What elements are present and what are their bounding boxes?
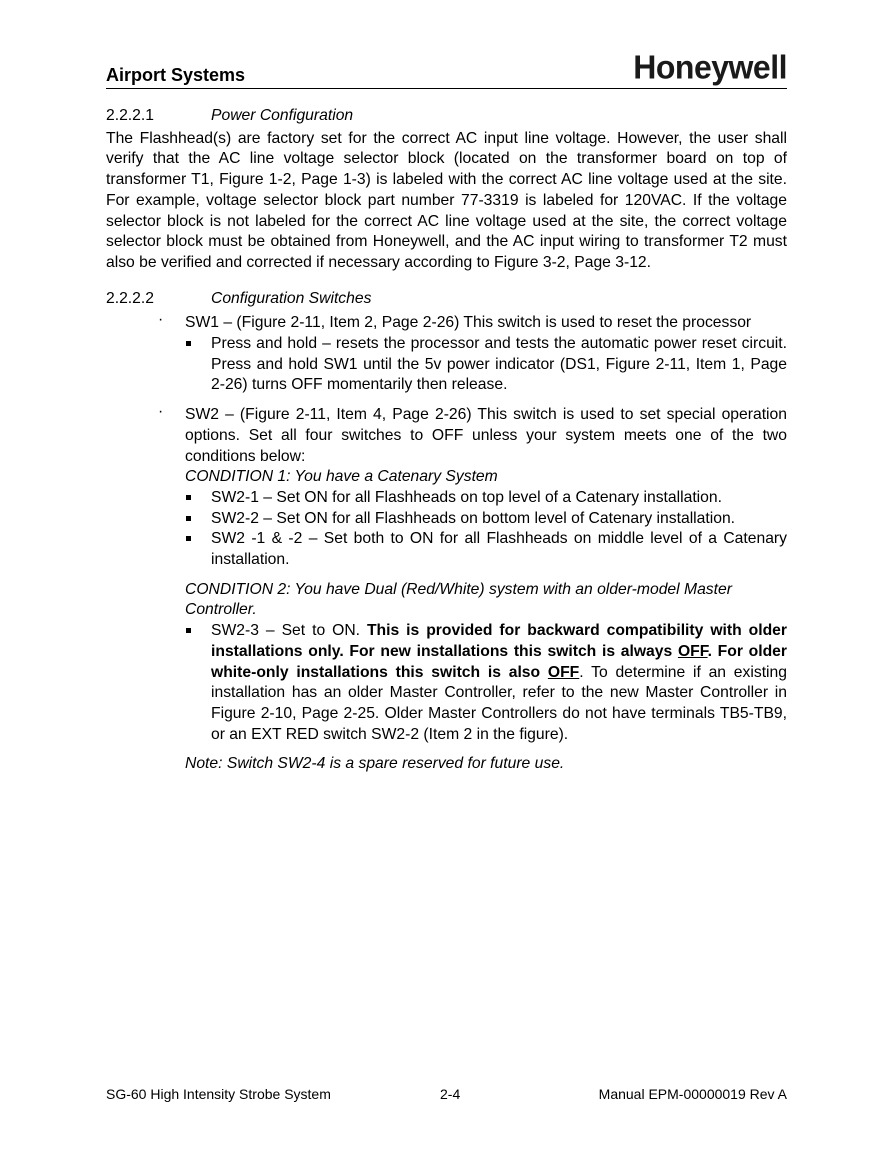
section-number: 2.2.2.1 bbox=[106, 107, 154, 124]
condition-1-item bbox=[106, 529, 787, 570]
heading-power-configuration bbox=[106, 106, 787, 127]
section-title: Power Configuration bbox=[211, 107, 354, 124]
section-title: Configuration Switches bbox=[211, 289, 372, 307]
footer-page-number: 2-4 bbox=[440, 1086, 461, 1102]
condition-2-item bbox=[106, 621, 787, 745]
condition-1-item-text: SW2-1 – Set ON for all Flashheads on top level of a Catenary installation. bbox=[211, 488, 722, 506]
square-bullet-icon bbox=[186, 495, 191, 500]
bullet-dot: · bbox=[158, 403, 164, 421]
sw1-text: SW1 – (Figure 2-11, Item 2, Page 2-26) This switch is used to reset the processor bbox=[185, 314, 752, 332]
square-bullet-icon bbox=[186, 341, 191, 346]
c2-off-2: OFF bbox=[547, 663, 580, 681]
sw1-item bbox=[106, 313, 787, 334]
square-bullet-icon bbox=[186, 516, 191, 521]
heading-configuration-switches bbox=[106, 289, 787, 310]
condition-2: CONDITION 2: You have Dual (Red/White) system with an older-model Master Controller. bbox=[185, 580, 732, 619]
condition-1-item-text: SW2-2 – Set ON for all Flashheads on bottom level of Catenary installation. bbox=[211, 509, 736, 527]
condition-1-item bbox=[106, 488, 787, 509]
c2-lead: SW2-3 – Set to ON. bbox=[211, 622, 367, 640]
c2-rest: . To determine if an existing installation has an older Master Controller, refer to the new Master Controller in Figure 2-10, Page 2-25. Older Master Controllers do not have terminals TB5-TB9, or an EXT RED switch SW2-2 (Item 2 in the figure). bbox=[211, 663, 787, 743]
square-bullet-icon bbox=[186, 536, 191, 541]
page-header bbox=[106, 50, 787, 89]
sw1-subitem-text: Press and hold – resets the processor and tests the automatic power reset circuit. Press and hold SW1 until the 5v power indicator (DS1, Figure 2-11, Item 1, Page 2-26) turns OFF momentarily then release. bbox=[211, 335, 787, 394]
c2-off-1: OFF bbox=[677, 642, 708, 660]
note: Note: Switch SW2-4 is a spare reserved for future use. bbox=[185, 755, 565, 773]
power-configuration-paragraph: The Flashhead(s) are factory set for the correct AC input line voltage. However, the user shall verify that the AC line voltage selector block (located on the transformer board on top of transformer T1, Figure 1-2, Page 1-3) is labeled with the correct AC line voltage used at the site. For example, voltage selector block part number 77-3319 is labeled for 120VAC. If the voltage selector block is not labeled for the correct AC line voltage used at the site, the correct voltage selector block must be obtained from Honeywell, and the AC input wiring to transformer T2 must also be verified and corrected if necessary according to Figure 3-2, Page 3-12. bbox=[106, 129, 787, 271]
footer-manual-number: Manual EPM-00000019 Rev A bbox=[598, 1086, 787, 1102]
c2-bold-1: This is provided for backward compatibility with older installations only. For new installations this switch is always bbox=[211, 622, 787, 660]
sw2-item bbox=[106, 405, 787, 467]
section-number: 2.2.2.2 bbox=[106, 289, 154, 307]
c2-bold-2: . For older white-only installations this switch is also bbox=[211, 642, 787, 681]
honeywell-logo: Honeywell bbox=[633, 48, 787, 86]
header-section-title: Airport Systems bbox=[106, 65, 246, 85]
sw1-subitem bbox=[106, 334, 787, 396]
sw2-text: SW2 – (Figure 2-11, Item 4, Page 2-26) This switch is used to set special operation options. Set all four switches to OFF unless your system meets one of the two conditions below: bbox=[185, 406, 787, 465]
bullet-dot: · bbox=[158, 311, 164, 329]
condition-1-item bbox=[106, 509, 787, 530]
condition-1: CONDITION 1: You have a Catenary System bbox=[185, 468, 498, 486]
square-bullet-icon bbox=[186, 628, 191, 633]
condition-1-item-text: SW2 -1 & -2 – Set both to ON for all Flashheads on middle level of a Catenary installation. bbox=[211, 530, 787, 569]
document-body bbox=[106, 106, 787, 775]
footer-document-title: SG-60 High Intensity Strobe System bbox=[106, 1086, 331, 1102]
